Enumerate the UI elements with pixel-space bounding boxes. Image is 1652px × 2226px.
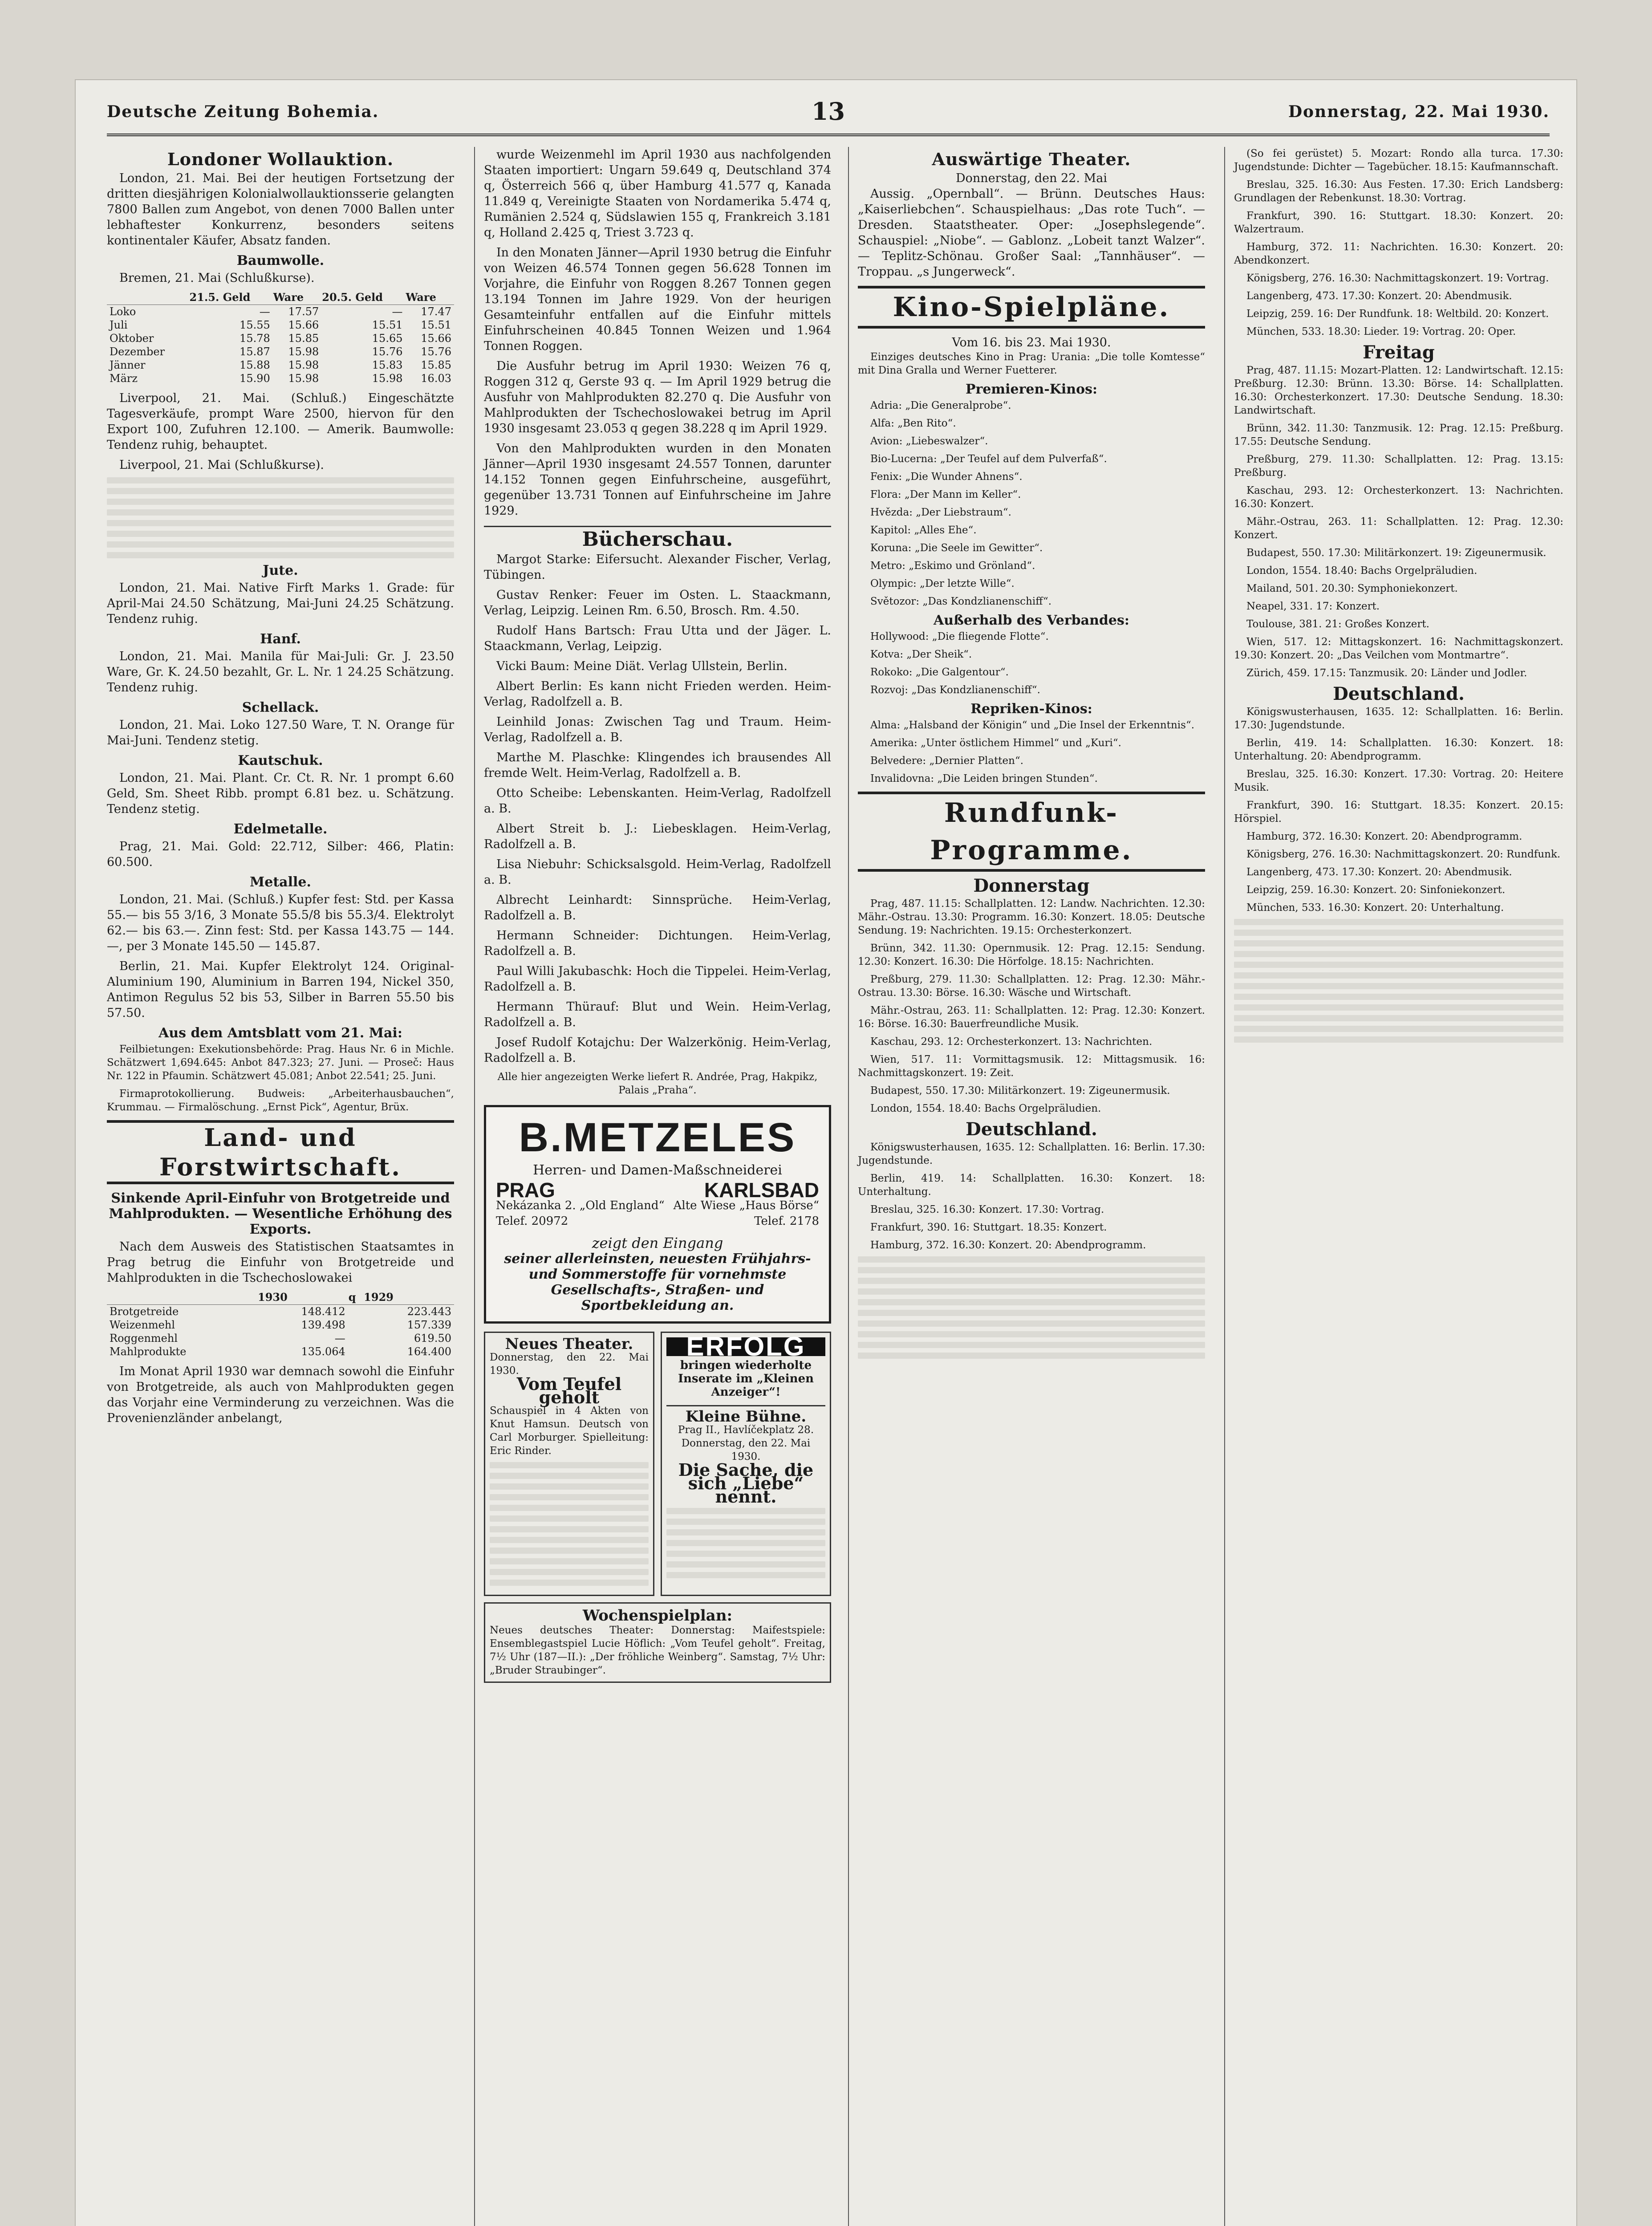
kino-entry: Alma: „Halsband der Königin“ und „Die Insel der Erkenntnis“. [870,719,1195,731]
einfuhr-table-cell: 223.443 [407,1305,451,1318]
ad-city-prag: PRAG [496,1178,555,1202]
einfuhr-table-cell [348,1345,363,1358]
metalle-heading: Metalle. [250,874,311,890]
kino-verband-heading: Außerhalb des Verbandes: [934,613,1129,628]
ad-subtitle: Herren- und Damen-Maßschneiderei [533,1162,782,1178]
einfuhr-table-cell: 157.339 [407,1319,451,1331]
book-entry: Albert Berlin: Es kann nicht Frieden werden. Heim-Verlag, Radolfzell a. B. [484,679,831,709]
kino-repr-list [858,719,1205,785]
kino-verband-list [858,630,1205,697]
wochenspielplan-box [484,1602,831,1683]
ad-cta-detail: seiner allerleinsten, neuesten Frühjahrs- und Sommerstoffe für vornehmste Gesellschafts-, Straßen- und Sportbekleidung an. [504,1251,811,1313]
program-entry: München, 533. 16.30: Konzert. 20: Unterhaltung. [1246,902,1504,914]
program-entry: Berlin, 419. 14: Schallplatten. 16.30: Konzert. 18: Unterhaltung. 20: Abendprogramm. [1234,737,1563,762]
book-entry: Rudolf Hans Bartsch: Frau Utta und der Jäger. L. Staackmann, Verlag, Leipzig. [484,624,831,653]
program-entry: Mailand, 501. 20.30: Symphoniekonzert. [1246,583,1458,594]
bremen-table-cell: 16.03 [421,372,451,385]
kino-entry: Koruna: „Die Seele im Gewitter“. [870,542,1043,554]
kino-entry: Invalidovna: „Die Leiden bringen Stunden“. [870,773,1098,784]
einfuhr-table-cell: Weizenmehl [110,1319,175,1331]
bremen-table-header-cell [107,290,189,305]
right-box [661,1332,831,1596]
program-entry: London, 1554. 18.40: Bachs Orgelpräludien. [1246,565,1477,577]
einfuhr-heading: Sinkende April-Einfuhr von Brotgetreide und Mahlprodukten. — Wesentliche Erhöhung des Exports. [109,1190,452,1237]
erfolg-ad: ERFOLG [666,1337,825,1356]
bremen-caption: Bremen, 21. Mai (Schlußkurse). [119,271,315,285]
buecher-heading: Bücherschau. [484,526,831,547]
einfuhr-table [107,1290,454,1358]
book-entry: Josef Rudolf Kotajchu: Der Walzerkönig. Heim-Verlag, Radolfzell a. B. [484,1036,831,1065]
kautschuk-paragraph: London, 21. Mai. Plant. Cr. Ct. R. Nr. 1 prompt 6.60 Geld, Sm. Sheet Ribb. prompt 6.81 bez. u. Schätzung. Tendenz stetig. [107,771,454,816]
program-entry: (So fei gerüstet) 5. Mozart: Rondo alla turca. 17.30: Jugendstunde: Dichter — Tagebücher. 18.15: Kaufmannschaft. [1234,148,1563,173]
schellack-paragraph: London, 21. Mai. Loko 127.50 Ware, T. N. Orange für Mai-Juni. Tendenz stetig. [107,718,454,747]
book-entry: Marthe M. Plaschke: Klingendes ich brausendes All fremde Welt. Heim-Verlag, Radolfzell a. B. [484,751,831,780]
bremen-table-header-cell: Ware [406,290,455,305]
liverpool-paragraph: Liverpool, 21. Mai. (Schluß.) Eingeschätzte Tagesverkäufe, prompt Ware 2500, hiervon für den Export 100, Zufuhren 12.100. — Amerik. Baumwolle: Tendenz ruhig, behauptet. [107,391,454,452]
program-entry: Leipzig, 259. 16.30: Konzert. 20: Sinfoniekonzert. [1246,884,1506,896]
bremen-table-row [107,318,454,332]
theater-title: Neues Theater. [505,1335,633,1353]
forst-heading: Land- und Forstwirtschaft. [107,1120,454,1184]
einfuhr-table-cell: — [334,1332,345,1345]
kautschuk-heading: Kautschuk. [238,753,323,768]
hanf-heading: Hanf. [260,631,301,647]
book-hinweis: Alle hier angezeigten Werke liefert R. Andrée, Prag, Hakpikz, Palais „Praha“. [497,1071,818,1096]
kino-entry: Belvedere: „Dernier Platten“. [870,755,1024,767]
import-paragraph-1: wurde Weizenmehl im April 1930 aus nachfolgenden Staaten importiert: Ungarn 59.649 q, Deutschland 374 q, Österreich 566 q, über Hamburg 41.577 q, Kanada 11.849 q, Vereinigte Staaten von Nordamerika 5.474 q, Rumänien 2.524 q, Südslawien 155 q, Frankreich 3.181 q, Holland 2.425 q, Triest 3.723 q. [484,148,831,240]
kleine-title: Kleine Bühne. [685,1408,807,1426]
kleine-date: Prag II., Havlíčekplatz 28. Donnerstag, den 22. Mai 1930. [678,1424,814,1462]
theater-and-ads-row [484,1332,831,1596]
book-entry: Hermann Schneider: Dichtungen. Heim-Verlag, Radolfzell a. B. [484,929,831,958]
program-entry: Kaschau, 293. 12: Orchesterkonzert. 13: Nachrichten. [870,1036,1153,1048]
ad-location-karlsbad [668,1178,819,1229]
market-rows-placeholder [107,477,454,558]
ad-cta: zeigt den Eingang [592,1235,723,1251]
bremen-table-cell: Loko [110,305,136,318]
masthead-title: Deutsche Zeitung Bohemia. [107,102,379,121]
metzeles-advertisement [484,1105,831,1324]
einfuhr-table-cell: 135.064 [301,1345,345,1358]
einfuhr-table-header-row [107,1290,454,1305]
kleine-play: Die Sache, die sich „Liebe“ nennt. [678,1460,814,1507]
program-entry: Brünn, 342. 11.30: Tanzmusik. 12: Prag. 12.15: Preßburg. 17.55: Deutsche Sendung. [1234,422,1563,447]
bremen-table-cell: — [392,305,403,318]
program-entry: Breslau, 325. 16.30: Aus Festen. 17.30: Erich Landsberg: Grundlagen der Rebenkunst. 18.30: Vortrag. [1234,179,1563,204]
bremen-table-cell: 15.55 [239,319,270,331]
kino-premieren-heading: Premieren-Kinos: [965,382,1098,397]
berlin-metalle-paragraph: Berlin, 21. Mai. Kupfer Elektrolyt 124. Original-Aluminium 190, Aluminium in Barren 194, Nickel 350, Antimon Regulus 52 bis 53, Silber in Barren 55.50 bis 57.50. [107,959,454,1020]
bremen-table-cell: 15.78 [239,332,270,345]
kino-entry: Světozor: „Das Kondzlianenschiff“. [870,596,1052,607]
bremen-table [107,290,454,385]
kino-entry: Avion: „Liebeswalzer“. [870,435,988,447]
bremen-table-cell: 15.90 [239,372,270,385]
kino-entry: Hollywood: „Die fliegende Flotte“. [870,631,1049,642]
einfuhr-table-header-cell [107,1290,257,1305]
einfuhr-table-cell [348,1305,363,1319]
theater-text: Schauspiel in 4 Akten von Knut Hamsun. Deutsch von Carl Morburger. Spielleitung: Eric Rinder. [490,1405,649,1457]
liverpool-kurse: Liverpool, 21. Mai (Schlußkurse). [119,458,324,472]
program-entry: Frankfurt, 390. 16: Stuttgart. 18.30: Konzert. 20: Walzertraum. [1234,210,1563,235]
einfuhr-table-cell: 619.50 [414,1332,451,1345]
program-entry: Königswusterhausen, 1635. 12: Schallplatten. 16: Berlin. 17.30: Jugendstunde. [1234,706,1563,731]
program-day-donnerstag: Donnerstag [973,875,1090,896]
program-day-deutschland-freitag: Deutschland. [1333,683,1465,704]
wool-paragraph: London, 21. Mai. Bei der heutigen Fortsetzung der dritten diesjährigen Kolonialwollauktionsserie gelangten 7800 Ballen zum Angebot, von denen 7000 Ballen unter lebhaftester Konkurrenz, besonders seitens kontinentaler Käufer, Absatz fanden. [107,171,454,248]
bremen-table-cell: 15.66 [288,319,319,331]
bremen-table-cell: 15.83 [372,359,403,371]
bremen-table-cell: 15.98 [288,372,319,385]
column-1 [107,147,454,2226]
wochen-title: Wochenspielplan: [582,1607,733,1625]
program-entry: Frankfurt, 390. 16: Stuttgart. 18.35: Konzert. [870,1222,1107,1233]
schellack-heading: Schellack. [242,700,319,715]
kino-premieren-list [858,399,1205,608]
ad-location-prag [496,1178,668,1229]
program-more-placeholder [858,1256,1205,1359]
newspaper-page [76,80,1576,2226]
bremen-table-header-cell: Ware [273,290,321,305]
program-list-freitag [1234,364,1563,680]
program-entry: Budapest, 550. 17.30: Militärkonzert. 19: Zigeunermusik. [1246,547,1546,559]
book-entry: Lisa Niebuhr: Schicksalsgold. Heim-Verlag, Radolfzell a. B. [484,857,831,887]
program-more-placeholder-2 [1234,919,1563,1043]
kino-entry: Rokoko: „Die Galgentour“. [870,666,1009,678]
theater-date: Donnerstag, den 22. Mai 1930. [490,1352,649,1377]
program-entry: Langenberg, 473. 17.30: Konzert. 20: Abendmusik. [1246,290,1512,302]
kino-entry: Olympic: „Der letzte Wille“. [870,578,1015,589]
program-entry: Königswusterhausen, 1635. 12: Schallplatten. 16: Berlin. 17.30: Jugendstunde. [858,1141,1205,1166]
column-4 [1224,147,1563,2226]
kino-entry: Alfa: „Ben Rito“. [870,418,956,429]
book-entry: Albrecht Leinhardt: Sinnsprüche. Heim-Verlag, Radolfzell a. B. [484,893,831,922]
bremen-table-cell: Dezember [110,345,165,358]
bremen-table-cell: 15.76 [421,345,451,358]
kino-entry: Amerika: „Unter östlichem Himmel“ und „Kuri“. [870,737,1121,749]
program-entry: Breslau, 325. 16.30: Konzert. 17.30: Vortrag. [870,1204,1104,1215]
kino-entry: Bio-Lucerna: „Der Teufel auf dem Pulverfaß“. [870,453,1107,465]
bremen-table-cell: 15.98 [372,372,403,385]
book-entry: Vicki Baum: Meine Diät. Verlag Ullstein, Berlin. [496,659,787,673]
program-entry: Mähr.-Ostrau, 263. 11: Schallplatten. 12: Prag. 12.30: Konzert. [1234,516,1563,541]
bremen-table-cell: 15.98 [288,359,319,371]
rundfunk-heading: Rundfunk-Programme. [858,792,1205,872]
program-entry: Preßburg, 279. 11.30: Schallplatten. 12: Prag. 12.30: Mähr.-Ostrau. 13.30: Börse. 16.30: Wäsche und Wirtschaft. [858,974,1205,999]
einfuhr-table-row [107,1305,454,1319]
program-entry: Prag, 487. 11.15: Schallplatten. 12: Landw. Nachrichten. 12.30: Mähr.-Ostrau. 13.30: Programm. 16.30: Konzert. 18.05: Deutsche Sendung. 19: Nachrichten. 19.15: Orchesterkonzert. [858,898,1205,936]
import-paragraph-4: Von den Mahlprodukten wurden in den Monaten Jänner—April 1930 insgesamt 24.557 Tonnen, darunter 14.152 Tonnen gegen Einfuhrscheine, ausgeführt, gegenüber 13.731 Tonnen auf Einfuhrscheine im Jahre 1929. [484,442,831,518]
program-entry: Hamburg, 372. 11: Nachrichten. 16.30: Konzert. 20: Abendkonzert. [1234,241,1563,266]
einfuhr-table-row [107,1332,454,1345]
program-entry: Toulouse, 381. 21: Großes Konzert. [1246,618,1429,630]
bremen-table-cell: 15.85 [421,359,451,371]
section-heading-wool: Londoner Wollauktion. [167,149,394,169]
kino-entry: Adria: „Die Generalprobe“. [870,400,1011,411]
program-entry: Mähr.-Ostrau, 263. 11: Schallplatten. 12: Prag. 12.30: Konzert. 16: Börse. 16.30: Bauerfreundliche Musik. [858,1005,1205,1030]
page-number: 13 [811,97,845,126]
kino-entry: Hvězda: „Der Liebstraum“. [870,507,1011,518]
kino-entry: Flora: „Der Mann im Keller“. [870,489,1021,500]
bremen-table-header-row [107,290,454,305]
ad-city-karlsbad: KARLSBAD [704,1178,819,1202]
theater-cast-placeholder [490,1462,649,1586]
einfuhr-table-row [107,1345,454,1358]
einfuhr-table-header-cell: 1930 [257,1290,348,1305]
program-entry: Hamburg, 372. 16.30: Konzert. 20: Abendprogramm. [1246,831,1522,842]
bremen-table-cell: Oktober [110,332,154,345]
program-entry: Wien, 517. 12: Mittagskonzert. 16: Nachmittagskonzert. 19.30: Konzert. 20: „Das Veilchen vom Montmartre“. [1234,636,1563,661]
book-entry: Leinhild Jonas: Zwischen Tag und Traum. Heim-Verlag, Radolfzell a. B. [484,715,831,744]
cotton-heading: Baumwolle. [236,253,325,268]
neues-theater-box [484,1332,654,1596]
jute-paragraph: London, 21. Mai. Native Firft Marks 1. Grade: für April-Mai 24.50 Schätzung, Mai-Juni 24.25 Schätzung. Tendenz ruhig. [107,581,454,626]
jute-heading: Jute. [263,563,298,578]
book-entry: Margot Starke: Eifersucht. Alexander Fischer, Verlag, Tübingen. [484,552,831,582]
bremen-table-cell: 15.85 [288,332,319,345]
ad-address-prag: Nekázanka 2. „Old England“ Telef. 20972 [496,1199,665,1228]
program-entry: Zürich, 459. 17.15: Tanzmusik. 20: Länder und Jodler. [1246,667,1527,679]
bremen-table-row [107,332,454,345]
bremen-table-cell: 15.65 [372,332,403,345]
kino-entry: Fenix: „Die Wunder Ahnens“. [870,471,1023,483]
kino-repr-heading: Repriken-Kinos: [970,701,1092,717]
einfuhr-table-cell [348,1332,363,1345]
column-3 [848,147,1205,2226]
program-day-freitag: Freitag [1363,342,1435,363]
kino-intro: Einziges deutsches Kino in Prag: Urania: „Die tolle Komtesse“ mit Dina Gralla und Werner Fuetterer. [858,351,1205,376]
edelmetalle-paragraph: Prag, 21. Mai. Gold: 22.712, Silber: 466, Platin: 60.500. [107,840,454,869]
bremen-table-header-cell: 21.5. Geld [189,290,273,305]
bremen-table-header-cell: 20.5. Geld [321,290,405,305]
einfuhr-table-cell: Roggenmehl [110,1332,178,1345]
amtsblatt-heading: Aus dem Amtsblatt vom 21. Mai: [158,1025,402,1041]
kino-entry: Kotva: „Der Sheik“. [870,649,972,660]
ad-address-karlsbad: Alte Wiese „Haus Börse“ Telef. 2178 [673,1199,819,1228]
einfuhr-table-cell: 148.412 [301,1305,345,1318]
program-entry: Neapel, 331. 17: Konzert. [1246,601,1380,612]
program-day-deutschland: Deutschland. [966,1119,1097,1140]
einfuhr-table-header-cell: 1929 [363,1290,454,1305]
program-entry: Königsberg, 276. 16.30: Nachmittagskonzert. 20: Rundfunk. [1246,849,1561,860]
einfuhr-table-cell: 164.400 [407,1345,451,1358]
book-entry: Albert Streit b. J.: Liebesklagen. Heim-Verlag, Radolfzell a. B. [484,822,831,851]
bremen-table-row [107,345,454,358]
book-entry: Gustav Renker: Feuer im Osten. L. Staackmann, Verlag, Leipzig. Leinen Rm. 6.50, Brosch. Rm. 4.50. [484,588,831,617]
amtsblatt-paragraph: Feilbietungen: Exekutionsbehörde: Prag. Haus Nr. 6 in Michle. Schätzwert 1,694.645: Anbot 847.323; 27. Juni. — Proseč: Haus Nr. 122 in Pfaumin. Schätzwert 45.081; Anbot 22.541; 25. Juni. [107,1044,454,1082]
import-paragraph-3: Die Ausfuhr betrug im April 1930: Weizen 76 q, Roggen 312 q, Gerste 93 q. — Im April 1929 betrug die Ausfuhr von Mahlprodukten 82.270 q. Die Ausfuhr von Mahlprodukten der Tschechoslowakei betrug im April 1930 insgesamt 23.053 q gegen 38.228 q im April 1929. [484,359,831,435]
bremen-table-cell: 17.47 [421,305,451,318]
edelmetalle-heading: Edelmetalle. [233,821,328,837]
program-entry: Frankfurt, 390. 16: Stuttgart. 18.35: Konzert. 20.15: Hörspiel. [1234,800,1563,825]
book-list [484,552,831,1066]
auswaertige-text: Aussig. „Opernball“. — Brünn. Deutsches Haus: „Kaiserliebchen“. Schauspielhaus: „Das rote Tuch“. — Dresden. Staatstheater. Oper: „Josephslegende“. Schauspiel: „Niobe“. — Gablonz. „Lobeit tanzt Walzer“. — Teplitz-Schönau. Großer Saal: „Tannhäuser“. — Troppau. „s Jungerweck“. [858,187,1205,279]
auswaertige-heading: Auswärtige Theater. [932,149,1131,169]
program-entry: Leipzig, 259. 16: Der Rundfunk. 18: Weltbild. 20: Konzert. [1246,308,1549,320]
program-list-deutschland [858,1141,1205,1252]
program-entry: Prag, 487. 11.15: Mozart-Platten. 12: Landwirtschaft. 12.15: Preßburg. 12.30: Brünn. 13.30: Börse. 14: Schallplatten. 16.30: Orchesterkonzert. 17.30: Deutsche Sendung. 18.30: Landwirtschaft. [1234,365,1563,416]
einfuhr-table-cell: Brotgetreide [110,1305,179,1318]
program-entry: Budapest, 550. 17.30: Militärkonzert. 19: Zigeunermusik. [870,1085,1170,1097]
firma-paragraph: Firmaprotokollierung. Budweis: „Arbeiterhausbauchen“, Krummau. — Firmalöschung. „Ernst Pick“, Agentur, Brüx. [107,1088,454,1113]
metalle-paragraph: London, 21. Mai. (Schluß.) Kupfer fest: Std. per Kassa 55.— bis 55 3/16, 3 Monate 55.5/8 bis 55.3/4. Elektrolyt 62.— bis 63.—. Zinn fest: Std. per Kassa 143.75 — 144.—, per 3 Monate 145.50 — 145.87. [107,893,454,953]
bremen-table-cell: 17.57 [288,305,319,318]
hanf-paragraph: London, 21. Mai. Manila für Mai-Juli: Gr. J. 23.50 Ware, Gr. K. 24.50 bezahlt, Gr. L. Nr. 1 24.25 Schätzung. Tendenz ruhig. [107,650,454,695]
ad-brand: B.METZELES [519,1115,796,1160]
kino-entry: Rozvoj: „Das Kondzlianenschiff“. [870,684,1040,696]
book-entry: Paul Willi Jakubaschk: Hoch die Tippelei. Heim-Verlag, Radolfzell a. B. [484,964,831,994]
program-entry: Preßburg, 279. 11.30: Schallplatten. 12: Prag. 13.15: Preßburg. [1234,454,1563,479]
theater-play: Vom Teufel geholt [516,1374,622,1407]
erfolg-ad-text: bringen wiederholte Inserate im „Kleinen Anzeiger“! [678,1359,814,1399]
bremen-table-cell: — [259,305,270,318]
einfuhr-table-cell [348,1318,363,1332]
kleine-cast-placeholder [666,1508,825,1578]
kleine-buehne-box [666,1405,825,1578]
kino-entry: Kapitol: „Alles Ehe“. [870,524,977,536]
column-2 [474,147,831,2226]
auswaertige-date: Donnerstag, den 22. Mai [956,171,1107,185]
program-entry: Hamburg, 372. 16.30: Konzert. 20: Abendprogramm. [870,1239,1146,1251]
bremen-table-row [107,358,454,372]
einfuhr-table-row [107,1318,454,1332]
bremen-table-row [107,372,454,385]
program-list-continued [1234,147,1563,338]
program-entry: Wien, 517. 11: Vormittagsmusik. 12: Mittagsmusik. 16: Nachmittagskonzert. 19: Zeit. [858,1054,1205,1079]
bremen-table-cell: März [110,372,138,385]
bremen-table-cell: 15.88 [239,359,270,371]
book-entry: Otto Scheibe: Lebenskanten. Heim-Verlag, Radolfzell a. B. [484,786,831,816]
program-list-deutschland-freitag [1234,705,1563,914]
wochen-text: Neues deutsches Theater: Donnerstag: Maifestspiele: Ensemblegastspiel Lucie Höflich: „Vom Teufel geholt“. Freitag, 7½ Uhr (187—II.): „Der fröhliche Weinberg“. Samstag, 7½ Uhr: „Bruder Straubinger“. [490,1625,825,1676]
program-entry: München, 533. 18.30: Lieder. 19: Vortrag. 20: Oper. [1246,326,1516,337]
bremen-table-cell: 15.66 [421,332,451,345]
program-list-donnerstag [858,897,1205,1115]
bremen-table-cell: 15.51 [372,319,403,331]
einfuhr-table-cell: Mahlprodukte [110,1345,187,1358]
einfuhr-table-cell: 139.498 [301,1319,345,1331]
import-paragraph-2: In den Monaten Jänner—April 1930 betrug die Einfuhr von Weizen 46.574 Tonnen gegen 56.628 Tonnen im Vorjahre, die Einfuhr von Roggen 8.267 Tonnen gegen 13.194 Tonnen im Jahre 1929. Von der heurigen Gesamteinfuhr entfallen auf die Einfuhr mittels Einfuhrscheinen 40.845 Tonnen Weizen und 1.964 Tonnen Roggen. [484,246,831,353]
program-entry: Langenberg, 473. 17.30: Konzert. 20: Abendmusik. [1246,866,1512,878]
bremen-table-cell: Jänner [110,359,146,371]
program-entry: Breslau, 325. 16.30: Konzert. 17.30: Vortrag. 20: Heitere Musik. [1234,768,1563,793]
kino-heading: Kino-Spielpläne. [858,286,1205,329]
bremen-table-cell: Juli [110,319,128,331]
program-entry: Kaschau, 293. 12: Orchesterkonzert. 13: Nachrichten. 16.30: Konzert. [1234,485,1563,510]
program-entry: Königsberg, 276. 16.30: Nachmittagskonzert. 19: Vortrag. [1246,272,1549,284]
kino-range: Vom 16. bis 23. Mai 1930. [952,336,1111,349]
masthead-date: Donnerstag, 22. Mai 1930. [1288,102,1550,121]
masthead [107,93,1550,136]
einfuhr-table-header-cell: q [348,1290,363,1305]
einfuhr-paragraph: Nach dem Ausweis des Statistischen Staatsamtes in Prag betrug die Einfuhr von Brotgetreide und Mahlprodukten in die Tschechoslowakei [107,1240,454,1285]
book-entry: Hermann Thürauf: Blut und Wein. Heim-Verlag, Radolfzell a. B. [484,1000,831,1029]
kino-entry: Metro: „Eskimo und Grönland“. [870,560,1035,572]
ad-locations [496,1178,819,1229]
bremen-table-cell: 15.76 [372,345,403,358]
program-entry: Brünn, 342. 11.30: Opernmusik. 12: Prag. 12.15: Sendung. 12.30: Konzert. 16.30: Die Hörfolge. 18.15: Nachrichten. [858,942,1205,967]
bremen-table-cell: 15.87 [239,345,270,358]
bremen-table-cell: 15.51 [421,319,451,331]
bremen-table-cell: 15.98 [288,345,319,358]
bremen-table-row [107,305,454,319]
program-entry: Berlin, 419. 14: Schallplatten. 16.30: Konzert. 18: Unterhaltung. [858,1173,1205,1198]
einfuhr-paragraph-2: Im Monat April 1930 war demnach sowohl die Einfuhr von Brotgetreide, als auch von Mahlprodukten gegen das Vorjahr eine Verminderung zu verzeichnen. Was die Provenienzländer anbelangt, [107,1365,454,1425]
program-entry: London, 1554. 18.40: Bachs Orgelpräludien. [870,1103,1101,1114]
